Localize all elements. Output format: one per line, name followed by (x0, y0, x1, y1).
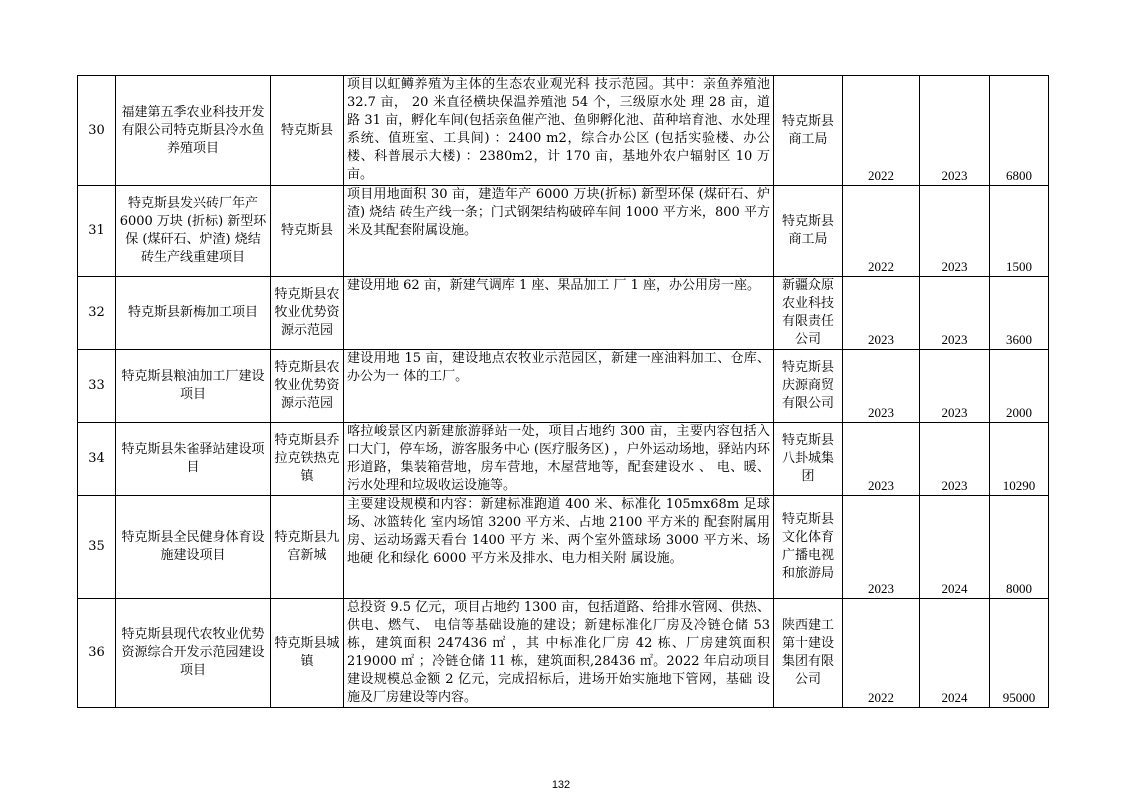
responsible-unit: 特克斯县商工局 (774, 76, 843, 186)
project-name: 福建第五季农业科技开发有限公司特克斯县冷水鱼养殖项目 (116, 76, 271, 186)
row-number: 35 (78, 496, 116, 599)
table-row (78, 76, 1049, 186)
table-row (78, 350, 1049, 423)
start-year: 2023 (843, 277, 920, 350)
page-number: 132 (551, 779, 571, 791)
end-year: 2024 (920, 496, 990, 599)
project-location: 特克斯县 (271, 76, 344, 186)
project-table (77, 75, 1049, 708)
project-content: 项目用地面积 30 亩，建造年产 6000 万块(折标) 新型环保 (煤矸石、炉渣) 烧结 砖生产线一条；门式钢架结构破碎车间 1000 平方米，800 平方米及其配套附属设施。 (344, 186, 774, 277)
responsible-unit: 特克斯县庆源商贸有限公司 (774, 350, 843, 423)
project-location: 特克斯县农牧业优势资源示范园 (271, 350, 344, 423)
investment-amount: 1500 (990, 186, 1049, 277)
project-content: 项目以虹鳟养殖为主体的生态农业观光科 技示范园。其中：亲鱼养殖池 32.7 亩， 20 米直径横块保温养殖池 54 个，三级原水处 理 28 亩，道路 31 亩，孵化车间(包括亲鱼催产池、鱼卵孵化池、苗种培育池、水处理系统、值班室、工具间) ：2400 m2，综合办公区 (包括实验楼、办公 楼、科普展示大楼) ：2380m2，计 170 亩，基地外农户辐射区 10 万亩。 (344, 76, 774, 186)
project-content: 主要建设规模和内容：新建标准跑道 400 米、标准化 105mx68m 足球场、冰篮转化 室内场馆 3200 平方米、占地 2100 平方米的 配套附属用房、运动场露天看台 1400 平方 米、两个室外篮球场 3000 平方米、场地硬 化和绿化 6000 平方米及排水、电力相关附 属设施。 (344, 496, 774, 599)
end-year: 2023 (920, 350, 990, 423)
project-location: 特克斯县农牧业优势资源示范园 (271, 277, 344, 350)
row-number: 34 (78, 423, 116, 496)
investment-amount: 3600 (990, 277, 1049, 350)
start-year: 2023 (843, 350, 920, 423)
table-row (78, 496, 1049, 599)
row-number: 33 (78, 350, 116, 423)
table-row (78, 599, 1049, 708)
table-row (78, 423, 1049, 496)
investment-amount: 10290 (990, 423, 1049, 496)
end-year: 2023 (920, 76, 990, 186)
project-name: 特克斯县全民健身体育设施建设项目 (116, 496, 271, 599)
row-number: 32 (78, 277, 116, 350)
end-year: 2023 (920, 423, 990, 496)
project-content: 总投资 9.5 亿元，项目占地约 1300 亩，包括道路、给排水管网、供热、供电、燃气、 电信等基础设施的建设；新建标准化厂房及冷链仓储 53 栋，建筑面积 247436 ㎡ ，其 中标准化厂房 42 栋、厂房建筑面积 219000 ㎡ ；冷链仓储 11 栋，建筑面积,28436 ㎡。2022 年启动项目建设规模总金额 2 亿元，完成招标后，进场开始实施地下管网，基础 设施及厂房建设等内容。 (344, 599, 774, 708)
investment-amount: 6800 (990, 76, 1049, 186)
end-year: 2023 (920, 277, 990, 350)
project-name: 特克斯县粮油加工厂建设项目 (116, 350, 271, 423)
start-year: 2023 (843, 423, 920, 496)
table-body (78, 76, 1049, 708)
project-location: 特克斯县 (271, 186, 344, 277)
project-name: 特克斯县发兴砖厂年产 6000 万块 (折标) 新型环保 (煤矸石、炉渣) 烧结 砖生产线重建项目 (116, 186, 271, 277)
row-number: 36 (78, 599, 116, 708)
project-location: 特克斯县城镇 (271, 599, 344, 708)
responsible-unit: 特克斯县文化体育广播电视和旅游局 (774, 496, 843, 599)
project-location: 特克斯县乔拉克铁热克镇 (271, 423, 344, 496)
investment-amount: 8000 (990, 496, 1049, 599)
table-row (78, 277, 1049, 350)
start-year: 2022 (843, 599, 920, 708)
end-year: 2024 (920, 599, 990, 708)
row-number: 30 (78, 76, 116, 186)
investment-amount: 95000 (990, 599, 1049, 708)
responsible-unit: 特克斯县八卦城集团 (774, 423, 843, 496)
project-content: 喀拉峻景区内新建旅游驿站一处，项目占地约 300 亩，主要内容包括入口大门，停车场，游客服务中心 (医疗服务区) ，户外运动场地，驿站内环形道路，集装箱营地，房车营地，木屋营地等，配套建设水 、 电、暖、污水处理和垃圾收运设施等。 (344, 423, 774, 496)
table-row (78, 186, 1049, 277)
project-location: 特克斯县九宫新城 (271, 496, 344, 599)
project-content: 建设用地 62 亩，新建气调库 1 座、果品加工 厂 1 座，办公用房一座。 (344, 277, 774, 350)
project-name: 特克斯县现代农牧业优势资源综合开发示范园建设项目 (116, 599, 271, 708)
project-name: 特克斯县新梅加工项目 (116, 277, 271, 350)
responsible-unit: 陕西建工第十建设集团有限公司 (774, 599, 843, 708)
investment-amount: 2000 (990, 350, 1049, 423)
responsible-unit: 特克斯县商工局 (774, 186, 843, 277)
end-year: 2023 (920, 186, 990, 277)
start-year: 2023 (843, 496, 920, 599)
start-year: 2022 (843, 186, 920, 277)
project-content: 建设用地 15 亩，建设地点农牧业示范园区，新建一座油料加工、仓库、办公为一 体的工厂。 (344, 350, 774, 423)
responsible-unit: 新疆众原农业科技有限责任公司 (774, 277, 843, 350)
row-number: 31 (78, 186, 116, 277)
project-name: 特克斯县朱雀驿站建设项目 (116, 423, 271, 496)
start-year: 2022 (843, 76, 920, 186)
